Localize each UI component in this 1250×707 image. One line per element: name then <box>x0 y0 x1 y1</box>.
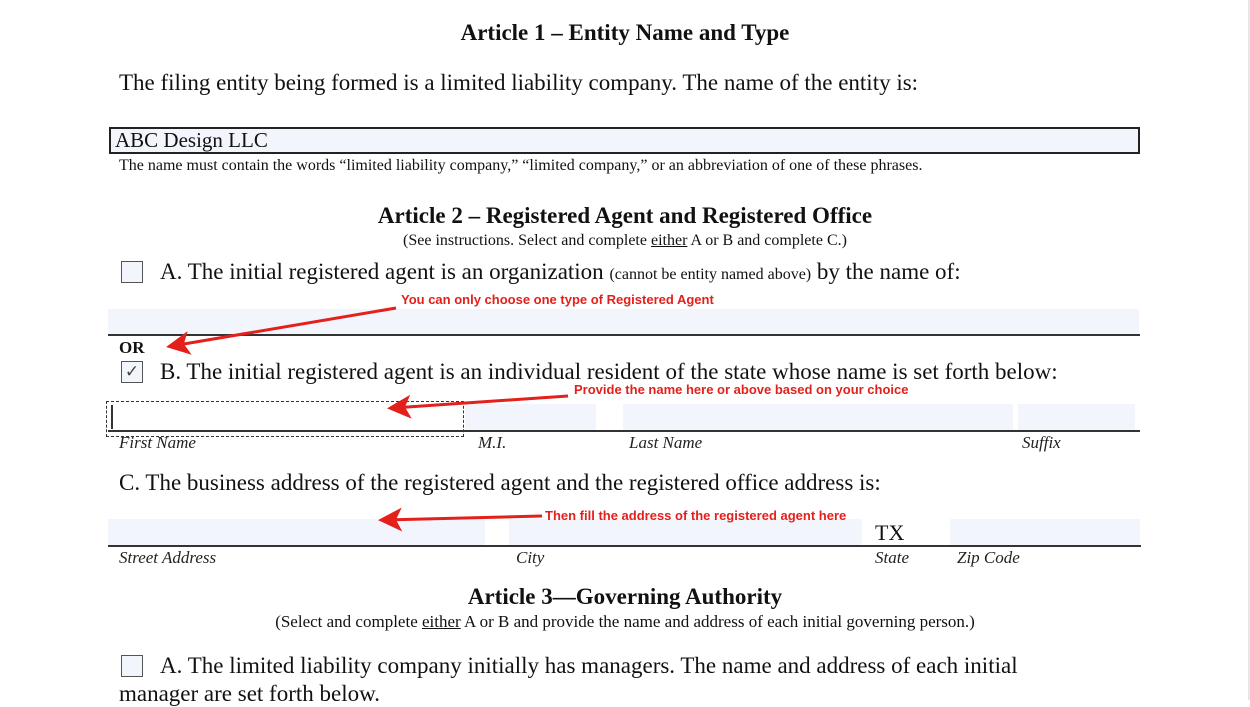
annotation-provide-name: Provide the name here or above based on your choice <box>574 382 909 397</box>
article-2-instructions: (See instructions. Select and complete either A or B and complete C.) <box>403 232 847 249</box>
or-label: OR <box>119 338 145 357</box>
street-address-input[interactable] <box>108 519 485 545</box>
article-2-heading: Article 2 – Registered Agent and Registered Office <box>377 203 873 228</box>
entity-name-input[interactable]: ABC Design LLC <box>109 127 1140 154</box>
org-name-input[interactable] <box>108 309 1139 334</box>
option-a-org-checkbox[interactable] <box>121 261 143 283</box>
option-c-label: C. The business address of the registered agent and the registered office address is: <box>119 470 881 495</box>
middle-initial-input[interactable] <box>465 404 596 430</box>
street-address-label: Street Address <box>119 548 217 567</box>
article-1-intro: The filing entity being formed is a limited liability company. The name of the entity is: <box>119 70 919 95</box>
last-name-label: Last Name <box>629 433 703 452</box>
option-b-individual-checkbox[interactable]: ✓ <box>121 361 143 383</box>
zip-code-input[interactable] <box>950 519 1140 545</box>
mi-label: M.I. <box>478 433 507 452</box>
state-input[interactable]: TX <box>875 520 905 545</box>
org-name-underline <box>108 334 1140 336</box>
entity-name-note: The name must contain the words “limited liability company,” “limited company,” or an abbreviation of one of these phrases. <box>119 157 923 174</box>
state-label: State <box>875 548 909 567</box>
zip-code-label: Zip Code <box>957 548 1020 567</box>
annotation-fill-address: Then fill the address of the registered agent here <box>545 508 847 523</box>
last-name-input[interactable] <box>623 404 1013 430</box>
first-name-label: First Name <box>119 433 196 452</box>
article-3-heading: Article 3—Governing Authority <box>467 584 783 609</box>
address-fields-underline <box>108 545 1141 547</box>
article-3-option-a-label-line1: A. The limited liability company initially has managers. The name and address of each initial <box>160 653 1018 678</box>
article-3-option-a-label-line2: manager are set forth below. <box>119 681 380 706</box>
suffix-label: Suffix <box>1022 433 1061 452</box>
suffix-input[interactable] <box>1018 404 1135 430</box>
option-a-label: A. The initial registered agent is an organization (cannot be entity named above) by the name of: <box>160 259 961 284</box>
annotation-one-type: You can only choose one type of Registered Agent <box>401 292 714 307</box>
article-3-option-a-checkbox[interactable] <box>121 655 143 677</box>
option-b-label: B. The initial registered agent is an individual resident of the state whose name is set forth below: <box>160 359 1058 384</box>
article-3-instructions: (Select and complete either A or B and provide the name and address of each initial governing person.) <box>275 612 975 631</box>
first-name-highlight-box <box>106 401 464 437</box>
city-label: City <box>516 548 545 567</box>
article-1-heading: Article 1 – Entity Name and Type <box>460 20 790 45</box>
